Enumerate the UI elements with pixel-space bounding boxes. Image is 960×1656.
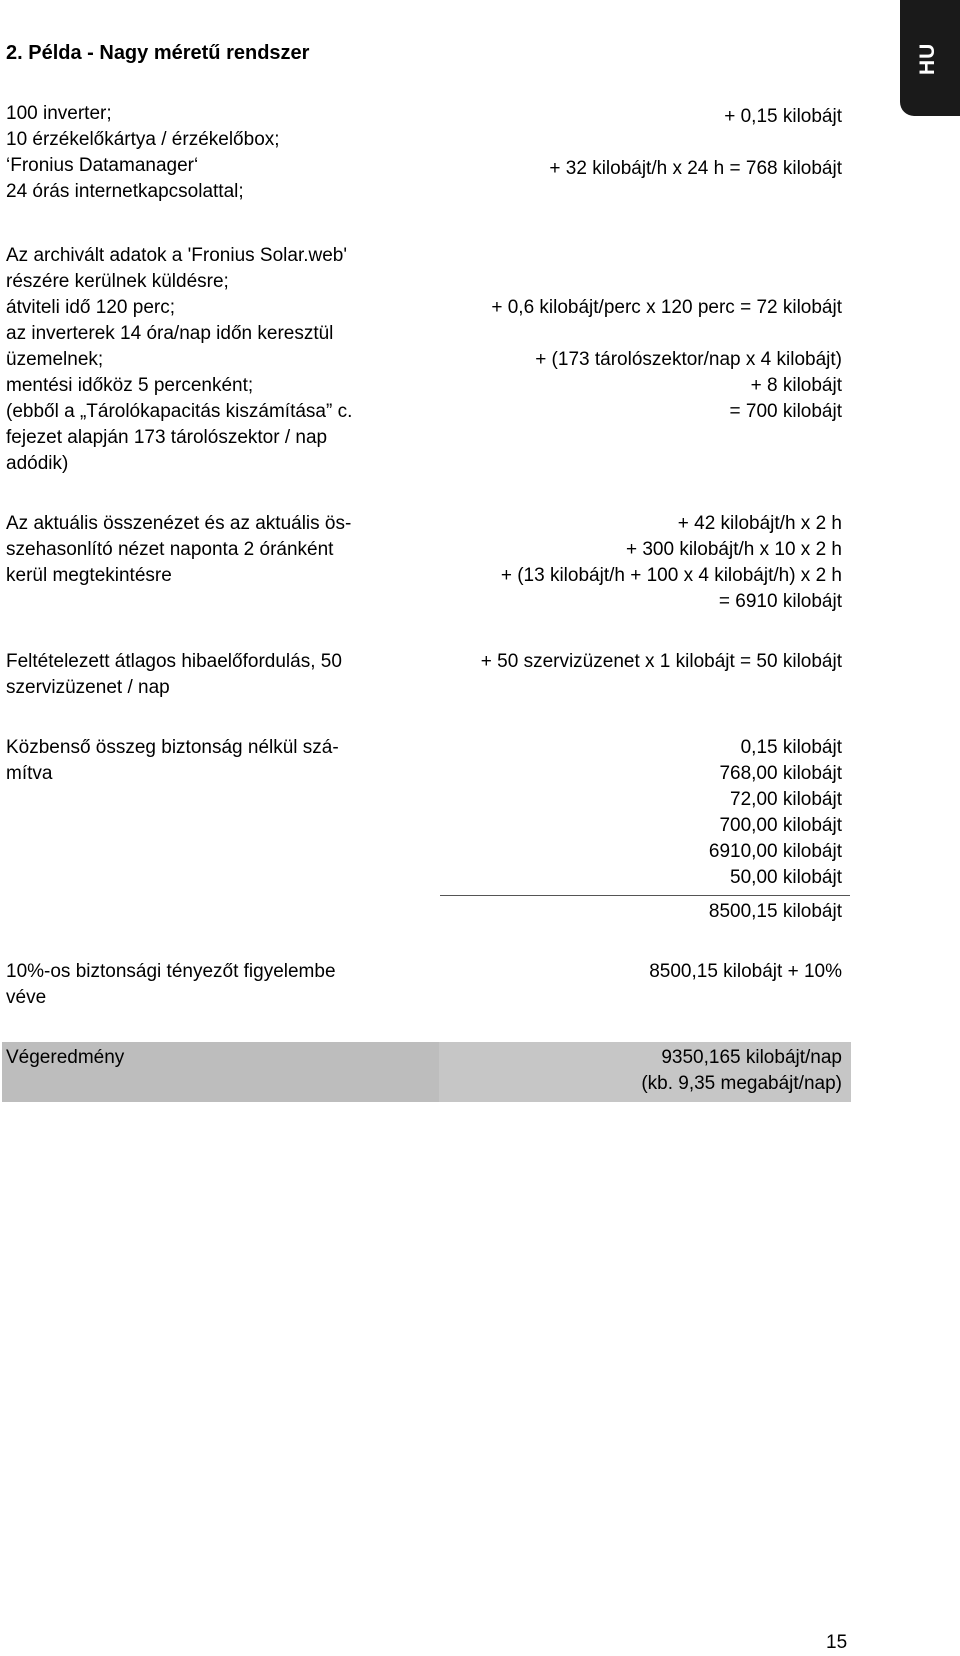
row-6-right-line: 8500,15 kilobájt + 10%: [649, 961, 842, 982]
row-2-right-line: + 300 kilobájt/h x 10 x 2 h: [625, 539, 842, 560]
row-7-right-line: 9350,165 kilobájt/nap: [661, 1047, 842, 1068]
row-6-calculation: [420, 959, 842, 985]
row-0-right-line: + 32 kilobájt/h x 24 h = 768 kilobájt: [549, 158, 842, 179]
row-4-right-line: 72,00 kilobájt: [730, 789, 842, 810]
row-3-left-line: Feltételezett átlagos hibaelőfordulás, 50: [6, 651, 342, 672]
row-6-left-line: véve: [6, 987, 47, 1008]
row-3-calculation: [420, 649, 842, 675]
row-1-left-line: Az archivált adatok a 'Fronius Solar.web': [6, 245, 347, 266]
row-4-calculation: [420, 735, 842, 891]
row-4-description: [6, 735, 396, 787]
row-2-right-line: + (13 kilobájt/h + 100 x 4 kilobájt/h) x 2 h: [500, 565, 842, 586]
row-1-right-line: = 700 kilobájt: [729, 401, 842, 422]
row-4-right-line: 768,00 kilobájt: [719, 763, 842, 784]
row-7-left-line: Végeredmény: [6, 1047, 125, 1068]
row-5-right-line: 8500,15 kilobájt: [708, 901, 842, 922]
row-1-left-line: átviteli idő 120 perc;: [6, 297, 175, 318]
row-3-description: [6, 649, 396, 701]
row-1-description: [6, 243, 396, 477]
row-4-left-line: Közbenső összeg biztonság nélkül szá-: [6, 737, 339, 758]
language-tab: [900, 0, 960, 116]
row-1-left-line: az inverterek 14 óra/nap időn keresztül: [6, 323, 334, 344]
row-0-left-line: 24 órás internetkapcsolattal;: [6, 181, 244, 202]
row-1-left-line: fejezet alapján 173 tárolószektor / nap: [6, 427, 328, 448]
row-0-left-line: ‘Fronius Datamanager‘: [6, 155, 199, 176]
row-4-right-line: 6910,00 kilobájt: [708, 841, 842, 862]
row-1-calculation: [420, 295, 842, 425]
row-0-left-line: 100 inverter;: [6, 103, 112, 124]
row-7-description: [6, 1045, 396, 1071]
row-2-calculation: [420, 511, 842, 615]
row-2-right-line: = 6910 kilobájt: [718, 591, 842, 612]
row-0-right-line: [420, 130, 842, 156]
row-3-right-line: + 50 szervizüzenet x 1 kilobájt = 50 kilobájt: [480, 651, 842, 672]
row-3-left-line: szervizüzenet / nap: [6, 677, 170, 698]
row-5-subtotal: [420, 899, 842, 925]
row-0-description: [6, 101, 396, 205]
language-tab-label: HU: [916, 42, 939, 75]
row-1-right-line: + 0,6 kilobájt/perc x 120 perc = 72 kilobájt: [491, 297, 842, 318]
row-1-right-line: + 8 kilobájt: [750, 375, 842, 396]
row-1-left-line: mentési időköz 5 percenként;: [6, 375, 254, 396]
row-7-right-line: (kb. 9,35 megabájt/nap): [641, 1073, 842, 1094]
row-4-right-line: 50,00 kilobájt: [730, 867, 842, 888]
row-6-left-line: 10%-os biztonsági tényezőt figyelembe: [6, 961, 336, 982]
row-2-right-line: + 42 kilobájt/h x 2 h: [677, 513, 842, 534]
row-1-left-line: részére kerülnek küldésre;: [6, 271, 229, 292]
row-4-left-line: mítva: [6, 763, 53, 784]
page-number: 15: [826, 1632, 848, 1653]
row-4-right-line: 0,15 kilobájt: [740, 737, 842, 758]
row-0-left-line: 10 érzékelőkártya / érzékelőbox;: [6, 129, 280, 150]
row-1-left-line: adódik): [6, 453, 69, 474]
row-2-left-line: szehasonlító nézet naponta 2 óránként: [6, 539, 334, 560]
row-1-left-line: (ebből a „Tárolókapacitás kiszámítása” c.: [6, 401, 353, 422]
row-2-left-line: Az aktuális összenézet és az aktuális ös-: [6, 513, 352, 534]
row-1-right-line: [420, 321, 842, 347]
row-7-result: [420, 1045, 842, 1097]
subtotal-divider: [440, 895, 850, 896]
row-0-right-line: + 0,15 kilobájt: [724, 106, 842, 127]
row-6-description: [6, 959, 396, 1011]
row-4-right-line: 700,00 kilobájt: [719, 815, 842, 836]
row-2-left-line: kerül megtekintésre: [6, 565, 172, 586]
section-heading: 2. Példa - Nagy méretű rendszer: [6, 42, 310, 64]
row-0-calculation: [420, 104, 842, 182]
row-1-left-line: üzemelnek;: [6, 349, 104, 370]
row-2-description: [6, 511, 396, 589]
row-1-right-line: + (173 tárolószektor/nap x 4 kilobájt): [535, 349, 842, 370]
